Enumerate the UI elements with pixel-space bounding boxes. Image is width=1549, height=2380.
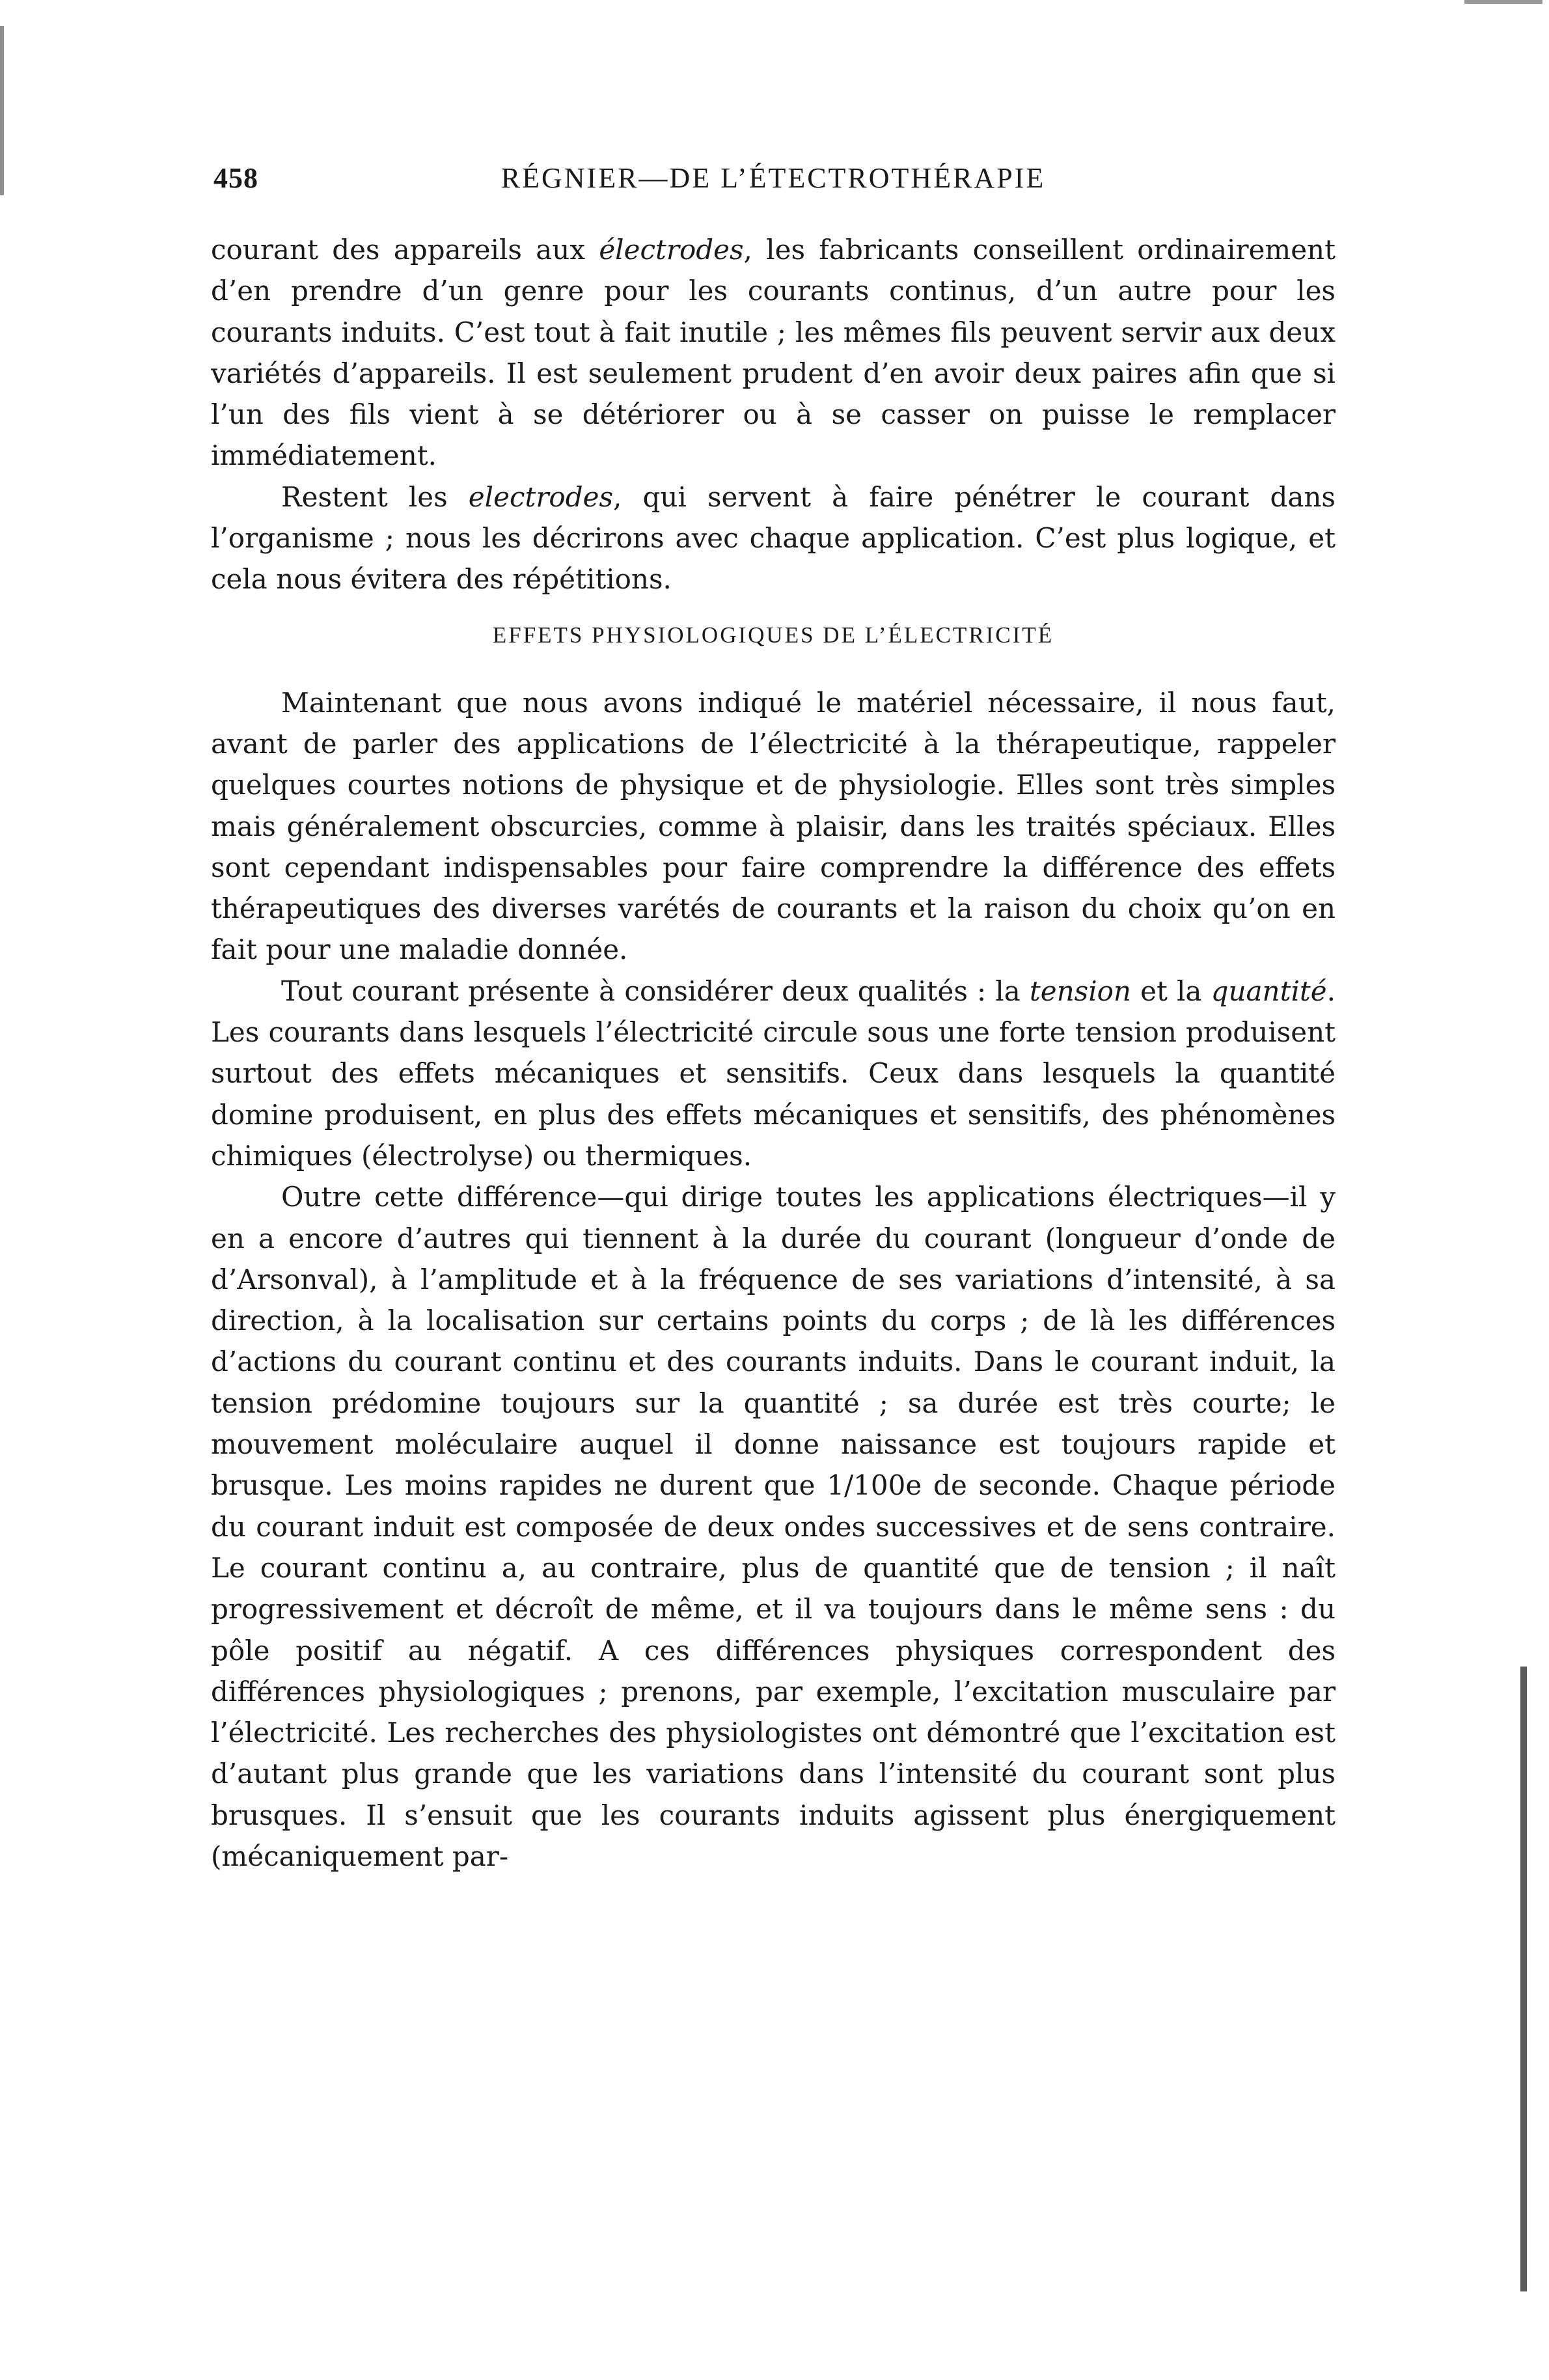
- paragraph-text: Maintenant que nous avons indiqué le matériel nécessaire, il nous faut, avant de parler des applications de l’électricité à la thérapeutique, rappeler quelques courtes notions de physique et de physiologie. Elles sont très simples mais généralement obscurcies, comme à plaisir, dans les traités spéciaux. Elles sont cependant indispensables pour faire comprendre la différence des effets thérapeutiques des diverses varétés de courants et la raison du choix qu’on en fait pour une maladie donnée.: [211, 686, 1336, 966]
- italic-text: quantité: [1211, 975, 1327, 1007]
- scan-edge-mark: [0, 26, 4, 195]
- paragraph-text: , qui servent à faire pénétrer le courant dans l’organisme ; nous les décrirons avec chaque application. C’est plus logique, et cela nous évitera des répétitions.: [211, 480, 1336, 596]
- paragraph: [211, 477, 1336, 600]
- paragraph: [211, 971, 1336, 1176]
- page-number: 458: [213, 162, 258, 194]
- paragraph-text: courant des appareils aux: [211, 234, 599, 266]
- paragraph-text: Restent les: [281, 480, 469, 513]
- paragraph-text: Tout courant présente à considérer deux qualités : la: [281, 975, 1030, 1007]
- paragraph-text: et la: [1131, 975, 1211, 1007]
- paragraph: [211, 229, 1336, 477]
- paragraph-text: , les fabricants conseillent ordinairement d’en prendre d’un genre pour les courants continus, d’un autre pour les courants induits. C’est tout à fait inutile ; les mêmes fils peuvent servir aux deux variétés d’appareils. Il est seulement prudent d’en avoir deux paires afin que si l’un des fils vient à se détériorer ou à se casser on puisse le remplacer immédiatement.: [211, 234, 1336, 472]
- paragraph-text: Outre cette différence—qui dirige toutes les applications électriques—il y en a encore d’autres qui tiennent à la durée du courant (longueur d’onde de d’Arsonval), à l’amplitude et à la fréquence de ses variations d’intensité, à sa direction, à la localisation sur certains points du corps ; de là les différences d’actions du courant continu et des courants induits. Dans le courant induit, la tension prédomine toujours sur la quantité ; sa durée est très courte; le mouvement moléculaire auquel il donne naissance est toujours rapide et brusque. Les moins rapides ne durent que 1/100e de seconde. Chaque période du courant induit est composée de deux ondes successives et de sens contraire. Le courant continu a, au contraire, plus de quantité que de tension ; il naît progressivement et décroît de même, et il va toujours dans le même sens : du pôle positif au négatif. A ces différences physiques correspondent des différences physiologiques ; prenons, par exemple, l’excitation musculaire par l’électricité. Les recherches des physiologistes ont démontré que l’excitation est d’autant plus grande que les variations dans l’intensité du courant sont plus brusques. Il s’ensuit que les courants induits agissent plus énergiquement (mécaniquement par-: [211, 1181, 1336, 1872]
- scan-edge-mark: [1520, 1667, 1527, 2291]
- body-text: [211, 229, 1336, 1877]
- italic-text: tension: [1029, 975, 1131, 1007]
- italic-text: électrodes: [599, 234, 744, 266]
- italic-text: electrodes: [468, 480, 613, 513]
- running-title: RÉGNIER—DE L’ÉTECTROTHÉRAPIE: [500, 162, 1046, 194]
- paragraph: [211, 682, 1336, 971]
- page-header: [213, 161, 1333, 201]
- section-heading: EFFETS PHYSIOLOGIQUES DE L’ÉLECTRICITÉ: [492, 622, 1054, 648]
- scan-edge-mark: [1464, 0, 1542, 4]
- paragraph: [211, 1176, 1336, 1877]
- paragraph-text: . Les courants dans lesquels l’électricité circule sous une forte tension produisent surtout des effets mécaniques et sensitifs. Ceux dans lesquels la quantité domine produisent, en plus des effets mécaniques et sensitifs, des phénomènes chimiques (électrolyse) ou thermiques.: [211, 975, 1336, 1172]
